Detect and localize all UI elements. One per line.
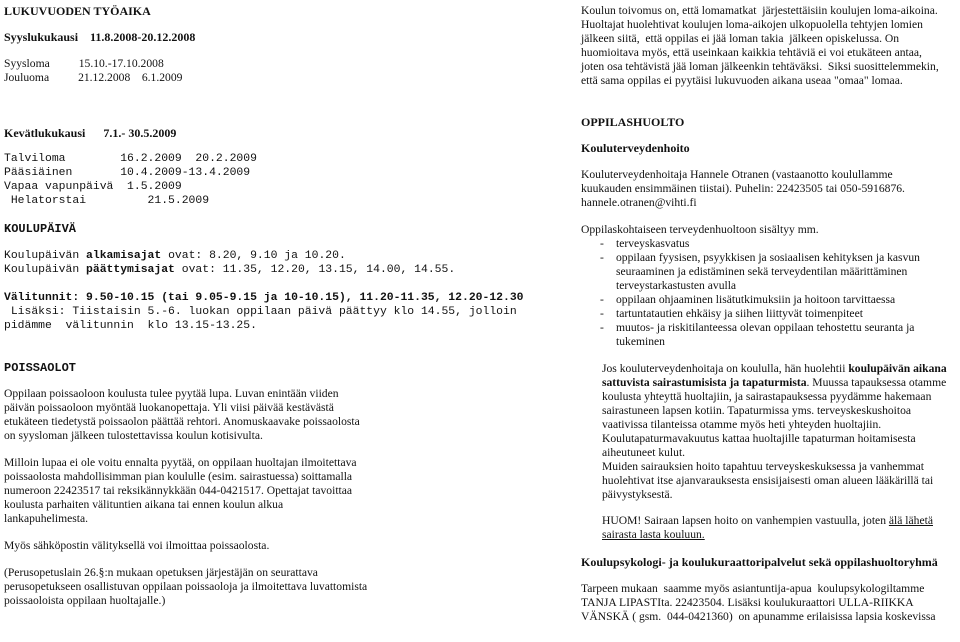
student-care-heading: OPPILASHUOLTO [581, 115, 685, 129]
left-column [4, 4, 564, 608]
absence-paragraph [4, 387, 564, 443]
list-bullet: - [600, 251, 604, 264]
nurse-email-link[interactable]: hannele.otranen@vihti.fi [581, 196, 697, 209]
accident-text: Jos kouluterveydenhoitaja on koululla, hän huolehtii koulupäivän aikana sattuvista sairastumisista ja tapaturmista. Muussa tapauksessa otamme koulusta yhteyttä huoltajiin, ja sairastapauksessa pyydämme hakemaan sairastuneen lapsen kotiin. Tapaturmissa yms. terveyskeskushoitoa vaativissa tilanteissa otamme myös heti yhteyden huoltajiin. Koulutapaturmavakuutus kattaa huoltajille tapaturman hoitamisesta aiheutuneet kulut. [602, 362, 947, 459]
spring-break-item: Talviloma 16.2.2009 20.2.2009 [4, 153, 257, 165]
text-line: numeroon 22423517 tai reksikännykkään 044-0421517. Opettajat tavoittaa [4, 484, 353, 497]
text-line: koulusta parhaiten välituntien aikana tai ennen koulun alkua [4, 498, 284, 511]
list-bullet: - [600, 237, 604, 250]
spring-breaks [4, 152, 564, 208]
text-line: poissaoloista oppilaan huoltajalle.) [4, 594, 166, 607]
text-line: VÄNSKÄ ( gsm. 044-0421360) on apunamme erilaisissa lapsia koskevissa [581, 610, 936, 623]
absence-paragraph [4, 456, 564, 526]
law-note [4, 566, 564, 608]
list-item [581, 237, 956, 251]
school-day-heading: KOULUPÄIVÄ [4, 222, 77, 236]
text-line: jälkeen siitä, että oppilas ei jää loman takia jälkeen opiskelussa. On [581, 32, 900, 45]
list-item [581, 293, 956, 307]
list-bullet: - [600, 293, 604, 306]
recess-note: pidämme välitunnin klo 13.15-13.25. [4, 320, 257, 332]
text-line: on syysloman jälkeen tulostettavissa koulun kotisivulta. [4, 429, 263, 442]
holiday-travel-note [581, 4, 956, 88]
text-line: etukäteen tiedetystä poissaolon päättää rehtori. Anomuskaavake poissaolosta [4, 415, 360, 428]
list-bullet: - [600, 307, 604, 320]
absence-email-note: Myös sähköpostin välityksellä voi ilmoittaa poissaolosta. [4, 539, 270, 552]
text-line: Milloin lupaa ei ole voitu ennalta pyytää, on oppilaan huoltajan ilmoitettava [4, 456, 357, 469]
list-item-text: tartuntatautien ehkäisy ja siihen liittyvät toimenpiteet [616, 307, 863, 320]
illness-text: Muiden sairauksien hoito tapahtuu terveyskeskuksessa ja vanhemmat huolehtivat itse ajanvarauksesta ensisijaisesti oman alueen lääkärillä tai päivystyksestä. [602, 460, 934, 501]
spring-break-item: Vapaa vapunpäivä 1.5.2009 [4, 181, 182, 193]
text-line: (Perusopetuslain 26.§:n mukaan opetuksen järjestäjän on seurattava [4, 566, 318, 579]
text-line: Koulun toivomus on, että lomamatkat järjestettäisiin koulujen loma-aikoina. [581, 4, 938, 17]
end-times: Koulupäivän päättymisajat ovat: 11.35, 12.20, 13.15, 14.00, 14.55. [4, 264, 456, 276]
text-line: Huoltajat huolehtivat koulujen loma-aikojen ulkopuolella tehtyjen lomien [581, 18, 923, 31]
list-item-text: oppilaan ohjaaminen lisätutkimuksiin ja hoitoon tarvittaessa [616, 293, 896, 306]
nurse-services-list [581, 237, 956, 349]
spring-term: Kevätlukukausi 7.1.- 30.5.2009 [4, 126, 177, 140]
text-line: huomioitava myös, että useinkaan kaikkia tehtäviä ei voi etukäteen antaa, [581, 46, 922, 59]
text-line: lankapuhelimesta. [4, 512, 89, 525]
text-line: joten osa tehtävistä jää loman jälkeenkin tehtäväksi. Siksi suosittelemmekin, [581, 60, 939, 73]
text-line: että sama oppilas ei pyytäisi lukuvuoden aikana useaa "omaa" lomaa. [581, 74, 903, 87]
spring-break-item: Pääsiäinen 10.4.2009-13.4.2009 [4, 167, 251, 179]
text-line: päivän poissaoloon myöntää luokanopettaja. Yli viisi päivää kestävästä [4, 401, 334, 414]
text-line: Kouluterveydenhoitaja Hannele Otranen (vastaanotto koulullamme [581, 168, 893, 181]
text-line: poissaolosta mahdollisimman pian koululle (esim. sairastuessa) soittamalla [4, 470, 353, 483]
list-item [581, 251, 956, 293]
text-line: Tarpeen mukaan saamme myös asiantuntija-apua koulupsykologiltamme [581, 582, 925, 595]
list-item-text: oppilaan fyysisen, psyykkisen ja sosiaalisen kehityksen ja kasvun seuraaminen ja edistäminen sekä terveydentilan määrittäminen terveystarkastusten avulla [616, 251, 920, 292]
list-item-text: terveyskasvatus [616, 237, 690, 250]
text-line: kuukauden ensimmäinen tiistai). Puhelin: 22423505 tai 050-5916876. [581, 182, 905, 195]
text-line: perusopetukseen osallistuvan oppilaan poissaoloja ja ilmoitettava luvattomista [4, 580, 368, 593]
nurse-services-intro: Oppilaskohtaiseen terveydenhuoltoon sisältyy mm. [581, 223, 819, 236]
spring-break-item: Helatorstai 21.5.2009 [4, 195, 210, 207]
list-item-text: muutos- ja riskitilanteessa olevan oppilaan tehostettu seuranta ja tukeminen [616, 321, 915, 348]
accident-paragraph [581, 362, 956, 542]
autumn-holiday: Syysloma 15.10.-17.10.2008 [4, 57, 164, 70]
list-item [581, 321, 956, 349]
psychologist-paragraph [581, 582, 956, 624]
christmas-holiday: Jouluoma 21.12.2008 6.1.2009 [4, 71, 183, 84]
school-nurse-heading: Kouluterveydenhoito [581, 141, 690, 155]
sick-child-note: HUOM! Sairaan lapsen hoito on vanhempien vastuulla, joten älä lähetä sairasta lasta kouluun. [602, 514, 933, 541]
recess-times: Välitunnit: 9.50-10.15 (tai 9.05-9.15 ja 10-10.15), 11.20-11.35, 12.20-12.30 [4, 292, 524, 304]
absence-heading: POISSAOLOT [4, 361, 77, 375]
nurse-contact [581, 168, 956, 210]
text-line: TANJA LIPASTIta. 22423504. Lisäksi koulukuraattori ULLA-RIIKKA [581, 596, 914, 609]
list-bullet: - [600, 321, 604, 334]
document-title: LUKUVUODEN TYÖAIKA [4, 4, 151, 18]
right-column [581, 4, 956, 624]
psychologist-heading: Koulupsykologi- ja koulukuraattoripalvelut sekä oppilashuoltoryhmä [581, 555, 938, 569]
start-times: Koulupäivän alkamisajat ovat: 8.20, 9.10 ja 10.20. [4, 250, 346, 262]
list-item [581, 307, 956, 321]
text-line: Oppilaan poissaoloon koulusta tulee pyytää lupa. Luvan enintään viiden [4, 387, 339, 400]
autumn-term: Syyslukukausi 11.8.2008-20.12.2008 [4, 30, 196, 44]
recess-note: Lisäksi: Tiistaisin 5.-6. luokan oppilaan päivä päättyy klo 14.55, jolloin [4, 306, 517, 318]
